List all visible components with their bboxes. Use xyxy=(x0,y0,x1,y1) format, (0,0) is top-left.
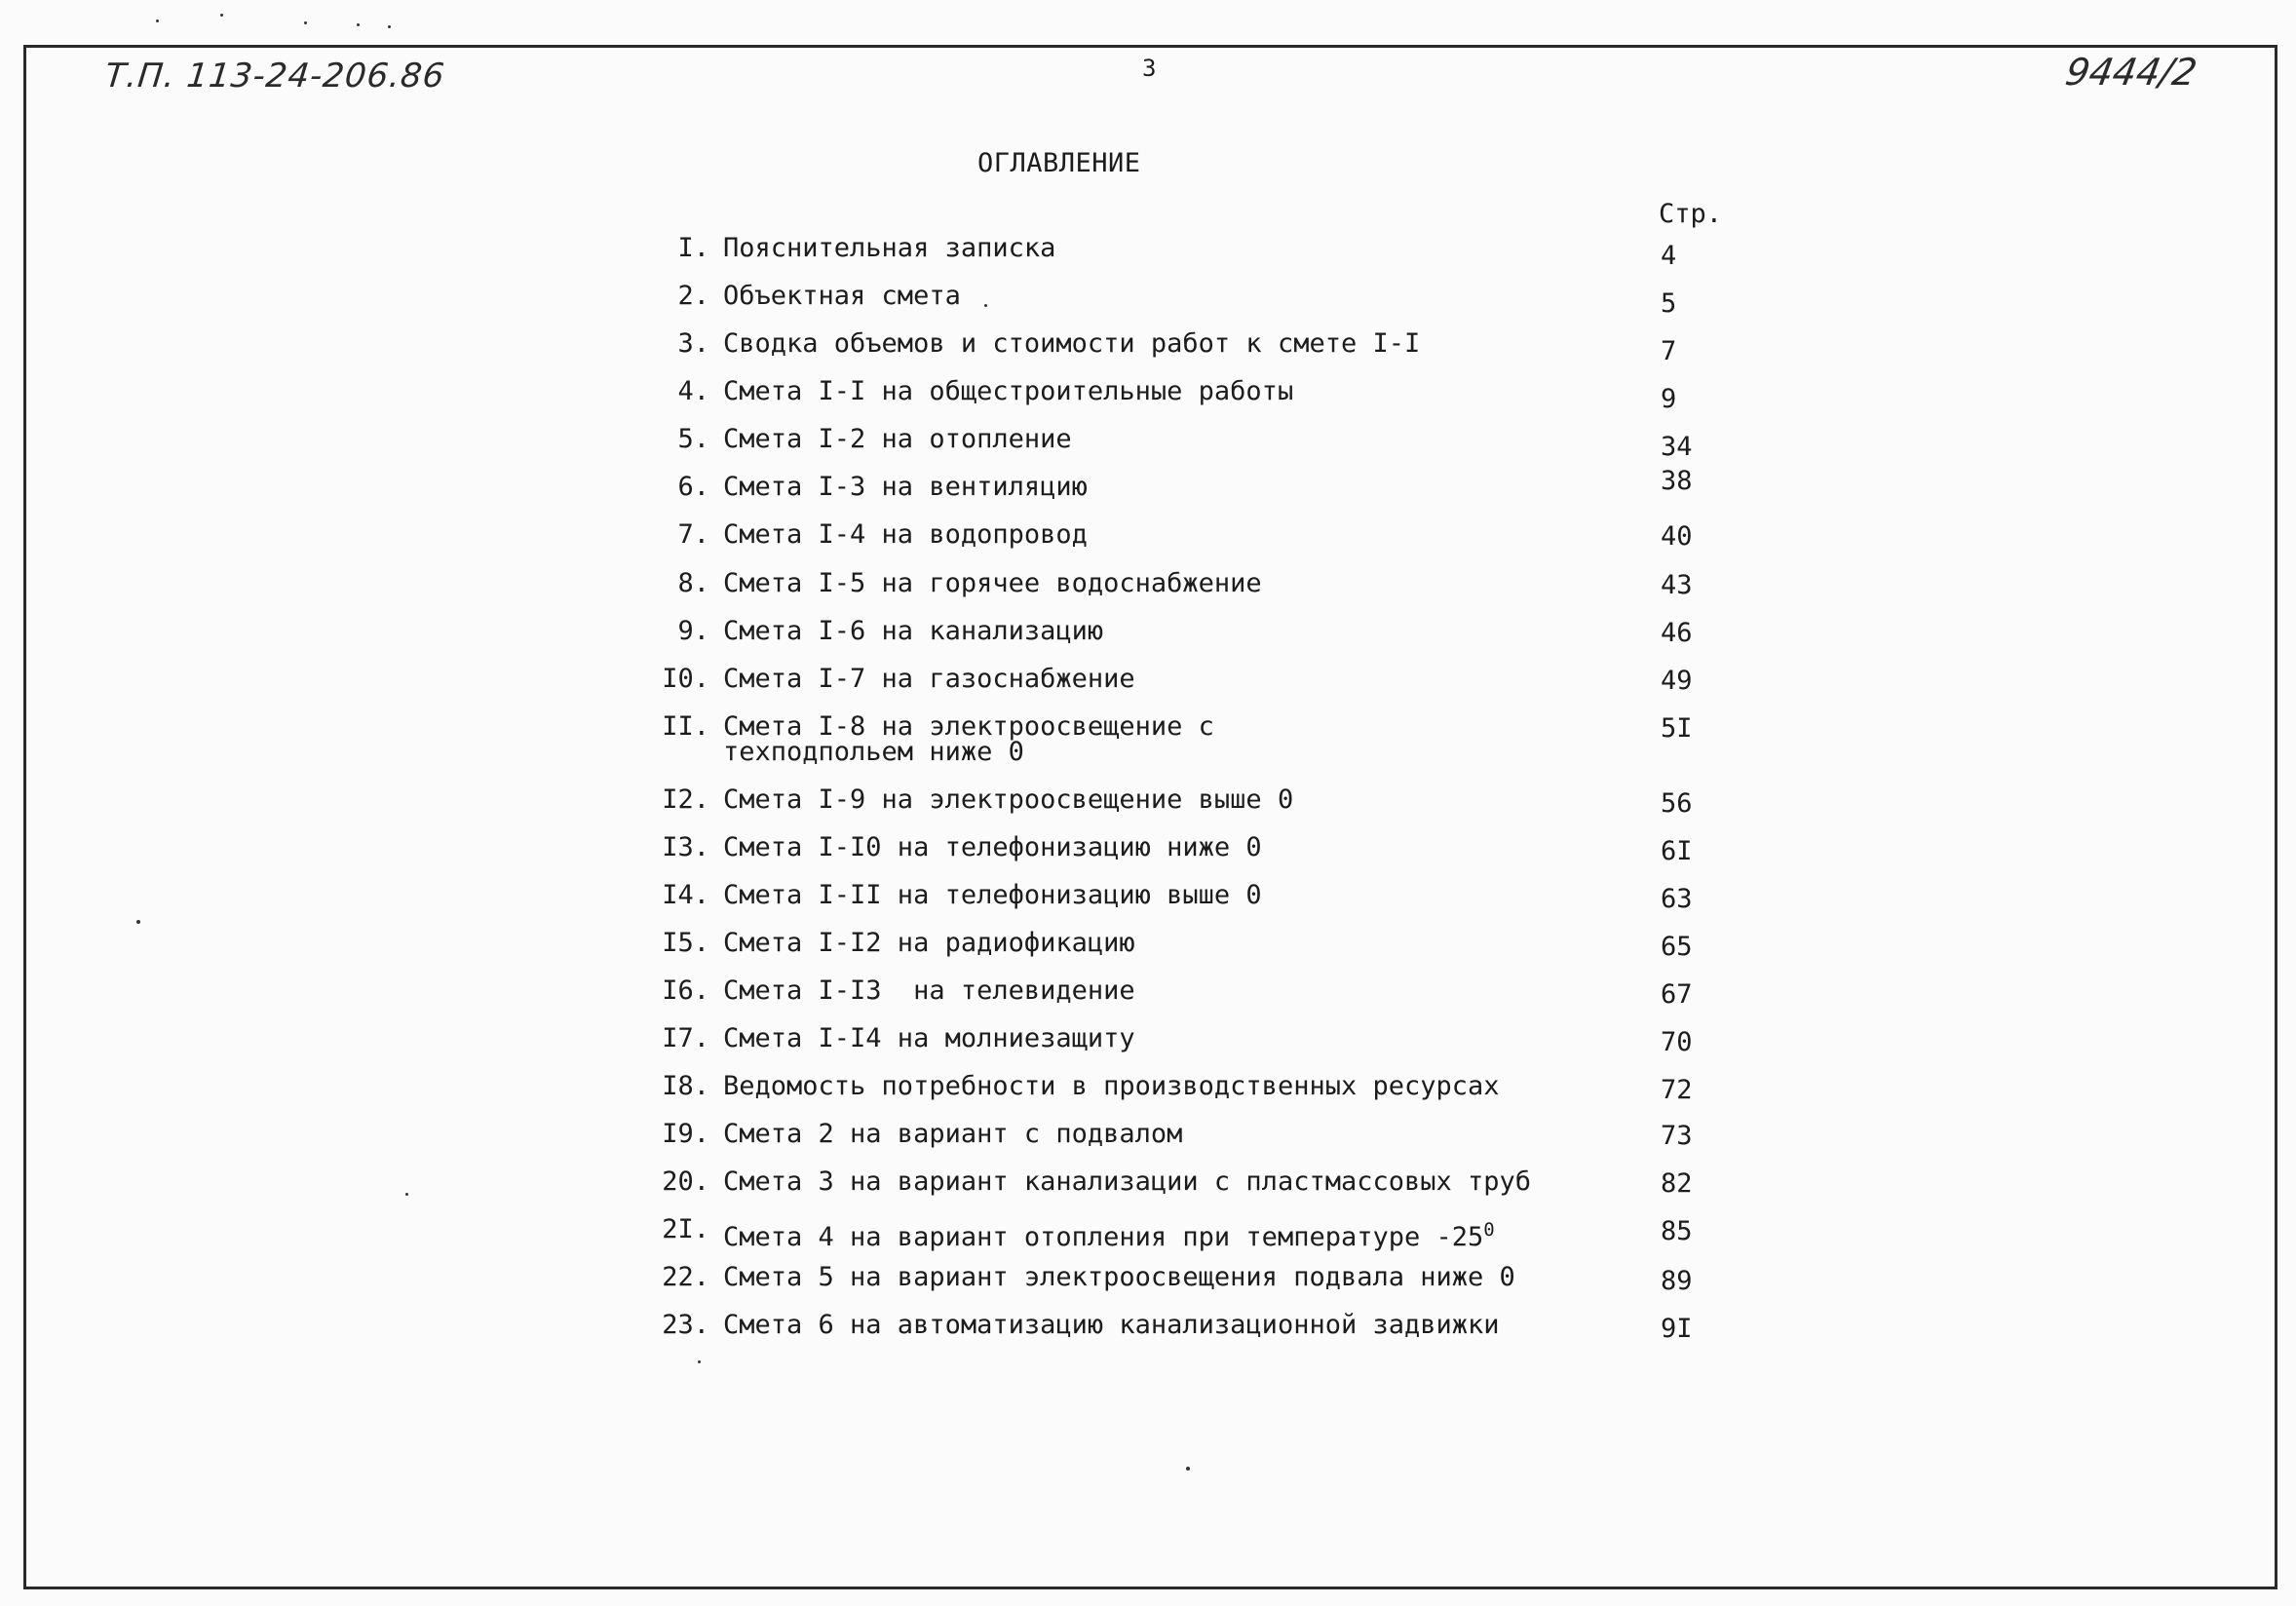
toc-item-number: 2. xyxy=(677,281,709,311)
toc-item-number: I. xyxy=(677,233,709,263)
scan-speck xyxy=(357,23,360,26)
toc-item xyxy=(0,664,2296,713)
scan-speck xyxy=(220,14,223,17)
degree-superscript: 0 xyxy=(1483,1219,1495,1241)
toc-item-page: 49 xyxy=(1661,666,1693,696)
toc-item-title: Смета I-I2 на радиофикацию xyxy=(723,928,1135,958)
toc-item-number: 4. xyxy=(677,376,709,406)
toc-item-number: 23. xyxy=(662,1310,709,1340)
toc-item-title: Смета 6 на автоматизацию канализационной задвижки xyxy=(723,1310,1500,1340)
toc-item-page: 7 xyxy=(1661,336,1677,366)
toc-item-page: 9I xyxy=(1661,1314,1693,1344)
toc-item-number: I8. xyxy=(662,1071,709,1101)
toc-item-page: 34 xyxy=(1661,432,1693,462)
toc-item-page: 5I xyxy=(1661,713,1693,744)
toc-item-title-text: Смета 4 на вариант отопления при температуре -25 xyxy=(723,1222,1484,1252)
toc-item-number: I7. xyxy=(662,1023,709,1053)
toc-item-page: 70 xyxy=(1661,1027,1693,1057)
toc-item xyxy=(0,880,2296,930)
toc-item-number: 6. xyxy=(677,472,709,502)
toc-item-title: Смета I-I4 на молниезащиту xyxy=(723,1023,1135,1053)
toc-item xyxy=(0,376,2296,426)
scan-speck xyxy=(1186,1467,1190,1471)
toc-item-page: 38 xyxy=(1661,466,1693,496)
toc-item-number: 22. xyxy=(662,1262,709,1292)
scan-speck xyxy=(388,25,391,28)
toc-item-number: 20. xyxy=(662,1166,709,1197)
toc-item xyxy=(0,1262,2296,1312)
toc-item-title: Смета I-I3 на телевидение xyxy=(723,975,1135,1006)
toc-item xyxy=(0,616,2296,666)
scan-speck xyxy=(136,920,140,924)
toc-item-title: Смета I-II на телефонизацию выше 0 xyxy=(723,880,1262,910)
toc-item-page: 63 xyxy=(1661,884,1693,914)
toc-item-page: 40 xyxy=(1661,521,1693,552)
toc-item-title: Смета I-4 на водопровод xyxy=(723,519,1088,550)
toc-item-title: Ведомость потребности в производственных ресурсах xyxy=(723,1071,1500,1101)
toc-item-title: Смета I-I на общестроительные работы xyxy=(723,376,1294,406)
toc-item xyxy=(0,928,2296,977)
toc-item-title: Смета 2 на вариант с подвалом xyxy=(723,1119,1183,1149)
toc-item xyxy=(0,281,2296,330)
toc-item-number: 3. xyxy=(677,328,709,359)
page-column-header: Стр. xyxy=(1659,199,1723,229)
toc-item xyxy=(0,233,2296,283)
toc-item xyxy=(0,568,2296,618)
toc-item-number: 5. xyxy=(677,424,709,454)
toc-item-title xyxy=(723,1217,1600,1250)
scan-speck xyxy=(405,1193,408,1196)
toc-item-number: II. xyxy=(662,711,709,742)
toc-item-title: Смета I-9 на электроосвещение выше 0 xyxy=(723,784,1294,815)
toc-item-title: Объектная смета xyxy=(723,281,961,311)
toc-item xyxy=(0,1166,2296,1216)
toc-item-number: I2. xyxy=(662,784,709,815)
toc-item-page: 6I xyxy=(1661,836,1693,866)
toc-item-number: I5. xyxy=(662,928,709,958)
toc-item-page: 73 xyxy=(1661,1121,1693,1151)
toc-item-number: I6. xyxy=(662,975,709,1006)
toc-item-page: 65 xyxy=(1661,932,1693,962)
toc-item-number: 9. xyxy=(677,616,709,646)
scan-speck xyxy=(698,1360,701,1363)
toc-item xyxy=(0,519,2296,569)
toc-item-number: 8. xyxy=(677,568,709,598)
toc-item xyxy=(0,424,2296,474)
toc-item xyxy=(0,832,2296,882)
scan-speck xyxy=(984,304,987,307)
toc-item xyxy=(0,1310,2296,1359)
toc-item-page: 82 xyxy=(1661,1168,1693,1199)
toc-item xyxy=(0,975,2296,1025)
toc-item-number: I0. xyxy=(662,664,709,694)
toc-item xyxy=(0,1214,2296,1264)
toc-item xyxy=(0,466,2296,521)
toc-item-page: 56 xyxy=(1661,788,1693,819)
toc-title: ОГЛАВЛЕНИЕ xyxy=(977,148,1141,178)
toc-item-number: I3. xyxy=(662,832,709,862)
scan-speck xyxy=(304,21,307,24)
toc-item-title: Смета I-I0 на телефонизацию ниже 0 xyxy=(723,832,1262,862)
toc-item-page: 67 xyxy=(1661,979,1693,1010)
toc-item-title: Смета I-6 на канализацию xyxy=(723,616,1104,646)
toc-item-title: Смета 5 на вариант электроосвещения подвала ниже 0 xyxy=(723,1262,1515,1292)
toc-item xyxy=(0,1023,2296,1073)
toc-item-title: Смета I-5 на горячее водоснабжение xyxy=(723,568,1262,598)
toc-item-page: 43 xyxy=(1661,570,1693,600)
document-code: Т.П. 113-24-206.86 xyxy=(102,57,447,96)
toc-item-title: Смета I-7 на газоснабжение xyxy=(723,664,1135,694)
toc-item-title: Смета 3 на вариант канализации с пластмассовых труб xyxy=(723,1166,1532,1197)
toc-item-number: I9. xyxy=(662,1119,709,1149)
toc-item xyxy=(0,711,2296,779)
toc-item-page: 85 xyxy=(1661,1216,1693,1246)
toc-item-page: 5 xyxy=(1661,288,1677,319)
toc-item xyxy=(0,1071,2296,1121)
toc-item-page: 89 xyxy=(1661,1266,1693,1296)
toc-item xyxy=(0,328,2296,378)
toc-item-number: I4. xyxy=(662,880,709,910)
toc-item-page: 9 xyxy=(1661,384,1677,414)
toc-item-number: 7. xyxy=(677,519,709,550)
toc-item xyxy=(0,1119,2296,1168)
toc-item-title: Смета I-2 на отопление xyxy=(723,424,1072,454)
scan-speck xyxy=(156,19,159,22)
toc-item-page: 72 xyxy=(1661,1075,1693,1105)
toc-item-page: 46 xyxy=(1661,618,1693,648)
toc-item-title: Сводка объемов и стоимости работ к смете I-I xyxy=(723,328,1421,359)
archive-number: 9444/2 xyxy=(2062,51,2200,94)
toc-item-title: Смета I-3 на вентиляцию xyxy=(723,472,1088,502)
toc-item-title: Пояснительная записка xyxy=(723,233,1056,263)
toc-item-page: 4 xyxy=(1661,241,1677,271)
toc-item-number: 2I. xyxy=(662,1214,709,1244)
page-number: 3 xyxy=(1142,55,1157,82)
toc-item-title: Смета I-8 на электроосвещение с техподпольем ниже 0 xyxy=(723,711,1231,767)
toc-item xyxy=(0,784,2296,834)
